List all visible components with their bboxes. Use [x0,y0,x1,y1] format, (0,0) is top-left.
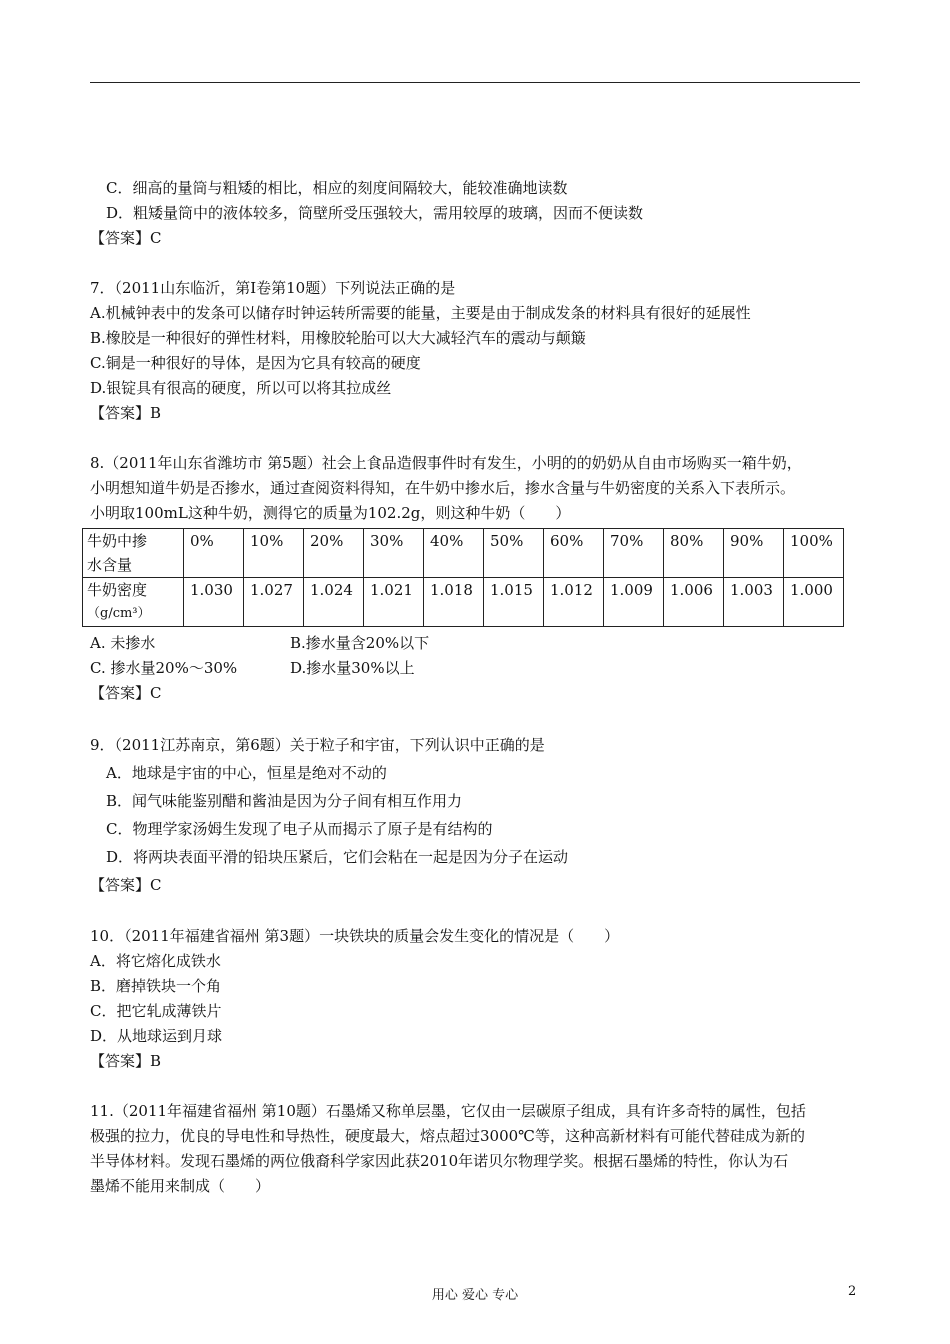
q11-line1: 11.（2011年福建省福州 第10题）石墨烯又称单层墨，它仅由一层碳原子组成，具有许多奇特的属性，包括 [90,1102,806,1120]
q9-option-d: D．将两块表面平滑的铅块压紧后，它们会粘在一起是因为分子在运动 [106,848,569,866]
footer-slogan: 用心 爱心 专心 [431,1288,519,1303]
row-header-density [83,578,184,627]
table-cell: 1.024 [304,578,364,627]
q8-stem-line2: 小明想知道牛奶是否掺水，通过查阅资料得知，在牛奶中掺水后，掺水含量与牛奶密度的关系入下表所示。 [90,479,796,497]
table-cell: 1.009 [604,578,664,627]
q10-option-c: C．把它轧成薄铁片 [90,1002,222,1020]
milk-density-table [82,528,844,627]
q8-answer: 【答案】C [90,684,162,702]
q9-stem: 9．（2011江苏南京，第6题）关于粒子和宇宙，下列认识中正确的是 [90,736,545,754]
q10-stem: 10．（2011年福建省福州 第3题）一块铁块的质量会发生变化的情况是（ ） [90,927,620,945]
table-row [83,529,844,578]
table-cell: 50% [484,529,544,578]
q8-options-cd [90,656,860,681]
table-cell: 80% [664,529,724,578]
table-cell: 60% [544,529,604,578]
q7-option-a: A.机械钟表中的发条可以储存时钟运转所需要的能量，主要是由于制成发条的材料具有很好的延展性 [90,304,751,322]
header-line: 牛奶密度 [87,581,148,599]
q8-option-a: A. 未掺水 [90,634,156,652]
q6-option-c: C．细高的量筒与粗矮的相比，相应的刻度间隔较大，能较准确地读数 [106,179,568,197]
q10-option-a: A．将它熔化成铁水 [90,952,221,970]
header-line: 牛奶中掺 [87,532,148,550]
header-line: 水含量 [87,556,133,574]
q10-option-b: B．磨掉铁块一个角 [90,977,222,995]
table-cell: 1.003 [724,578,784,627]
q9-option-c: C．物理学家汤姆生发现了电子从而揭示了原子是有结构的 [106,820,493,838]
q6-answer: 【答案】C [90,229,162,247]
q8-option-b: B.掺水量含20%以下 [290,634,430,652]
q7-answer: 【答案】B [90,404,162,422]
table-cell: 40% [424,529,484,578]
page-number: 2 [848,1284,857,1299]
q7-option-d: D.银锭具有很高的硬度，所以可以将其拉成丝 [90,379,392,397]
table-row [83,578,844,627]
table-cell: 1.021 [364,578,424,627]
q9-option-b: B．闻气味能鉴别醋和酱油是因为分子间有相互作用力 [106,792,463,810]
q11-line2: 极强的拉力，优良的导电性和导热性，硬度最大，熔点超过3000℃等，这种高新材料有可能代替硅成为新的 [90,1127,805,1145]
q11-line4: 墨烯不能用来制成（ ） [90,1177,271,1195]
header-line: （g/cm³） [87,606,151,621]
table-cell: 1.015 [484,578,544,627]
q10-option-d: D．从地球运到月球 [90,1027,223,1045]
q9-option-a: A．地球是宇宙的中心，恒星是绝对不动的 [106,764,387,782]
document-body [87,176,860,1199]
table-cell: 90% [724,529,784,578]
q7-option-b: B.橡胶是一种很好的弹性材料，用橡胶轮胎可以大大减轻汽车的震动与颠簸 [90,329,586,347]
table-cell: 1.027 [244,578,304,627]
q10-answer: 【答案】B [90,1052,162,1070]
q11-line3: 半导体材料。发现石墨烯的两位俄裔科学家因此获2010年诺贝尔物理学奖。根据石墨烯的特性，你认为石 [90,1152,789,1170]
table-cell: 20% [304,529,364,578]
q8-stem-line3: 小明取100mL这种牛奶，测得它的质量为102.2g，则这种牛奶（ ） [90,504,571,522]
table-cell: 100% [784,529,844,578]
q8-option-c: C. 掺水量20%～30% [90,659,238,677]
table-cell: 30% [364,529,424,578]
q6-option-d: D．粗矮量筒中的液体较多，筒壁所受压强较大，需用较厚的玻璃，因而不便读数 [106,204,644,222]
header-rule [90,82,860,83]
table-cell: 0% [184,529,244,578]
q8-options-ab [90,631,860,656]
row-header-water-content [83,529,184,578]
table-cell: 1.030 [184,578,244,627]
table-cell: 1.012 [544,578,604,627]
table-cell: 1.018 [424,578,484,627]
q7-stem: 7．（2011山东临沂，第Ⅰ卷第10题）下列说法正确的是 [90,279,456,297]
q9-answer: 【答案】C [90,876,162,894]
q7-option-c: C.铜是一种很好的导体，是因为它具有较高的硬度 [90,354,421,372]
table-cell: 10% [244,529,304,578]
q8-option-d: D.掺水量30%以上 [290,659,415,677]
table-cell: 70% [604,529,664,578]
q8-stem-line1: 8.（2011年山东省潍坊市 第5题）社会上食品造假事件时有发生，小明的的奶奶从自由市场购买一箱牛奶， [90,454,802,472]
table-cell: 1.000 [784,578,844,627]
table-cell: 1.006 [664,578,724,627]
